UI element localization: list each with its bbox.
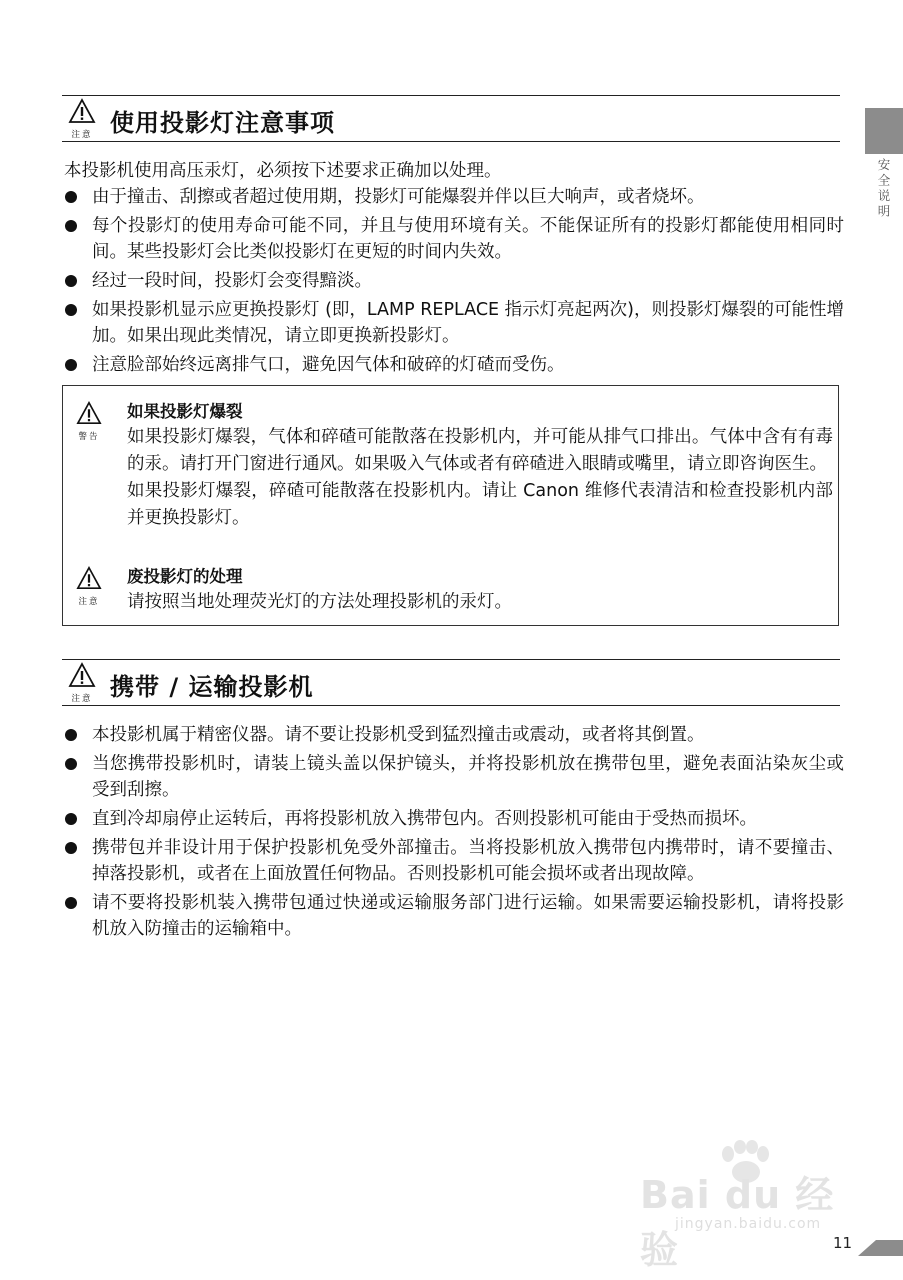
section1-title: 使用投影灯注意事项	[110, 109, 335, 137]
caution-body: 请按照当地处理荧光灯的方法处理投影机的汞灯。	[127, 592, 512, 612]
bullet-dot	[65, 359, 77, 371]
list-item-text: 经过一段时间，投影灯会变得黯淡。	[92, 271, 372, 291]
watermark-url: jingyan.baidu.com	[675, 1216, 822, 1232]
section2-heading	[64, 660, 313, 704]
warning-body	[127, 424, 833, 532]
list-item-text: 直到冷却扇停止运转后，再将投影机放入携带包内。否则投影机可能由于受热而损坏。	[92, 809, 757, 829]
side-tab-marker	[865, 108, 903, 154]
section2-bottom-rule	[62, 705, 840, 706]
warning-paragraph-1: 如果投影灯爆裂，气体和碎碴可能散落在投影机内，并可能从排气口排出。气体中含有有毒的汞。请打开门窗进行通风。如果吸入气体或者有碎碴进入眼睛或嘴里，请立即咨询医生。	[127, 427, 833, 474]
list-item	[64, 184, 844, 210]
list-item	[64, 835, 844, 887]
caution-icon	[64, 98, 100, 140]
list-item	[64, 806, 844, 832]
list-item-text: 本投影机属于精密仪器。请不要让投影机受到猛烈撞击或震动，或者将其倒置。	[92, 725, 705, 745]
list-item	[64, 213, 844, 265]
list-item	[64, 890, 844, 942]
list-item-text: 请不要将投影机装入携带包通过快递或运输服务部门进行运输。如果需要运输投影机，请将投影机放入防撞击的运输箱中。	[92, 893, 844, 939]
lamp-warning-box	[62, 385, 839, 626]
bullet-dot	[65, 842, 77, 854]
section1-bottom-rule	[62, 141, 840, 142]
list-item	[64, 751, 844, 803]
warning-paragraph-2: 如果投影灯爆裂，碎碴可能散落在投影机内。请让 Canon 维修代表清洁和检查投影机内部并更换投影灯。	[127, 481, 833, 528]
section1-heading	[64, 96, 335, 140]
list-item	[64, 268, 844, 294]
caution-title: 废投影灯的处理	[127, 567, 243, 586]
section2-title: 携带 / 运输投影机	[110, 673, 314, 701]
caution-icon	[64, 662, 100, 704]
bullet-dot	[65, 191, 77, 203]
list-item-text: 如果投影机显示应更换投影灯 (即，LAMP REPLACE 指示灯亮起两次)，则投影灯爆裂的可能性增加。如果出现此类情况，请立即更换新投影灯。	[92, 300, 844, 346]
side-label: 安全说明	[876, 158, 891, 220]
list-item-text: 由于撞击、刮擦或者超过使用期，投影灯可能爆裂并伴以巨大响声，或者烧坏。	[92, 187, 705, 207]
bullet-dot	[65, 897, 77, 909]
caution-icon-label: 注意	[78, 597, 100, 607]
list-item	[64, 722, 844, 748]
section1-bullet-list	[64, 184, 844, 381]
bullet-dot	[65, 275, 77, 287]
warning-title: 如果投影灯爆裂	[127, 402, 243, 421]
page-number: 11	[833, 1234, 853, 1252]
caution-icon-label: 注意	[71, 130, 93, 140]
caution-icon	[69, 565, 109, 609]
caution-icon-label: 注意	[71, 694, 93, 704]
list-item-text: 注意脸部始终远离排气口，避免因气体和破碎的灯碴而受伤。	[92, 355, 565, 375]
warning-icon-label: 警告	[78, 432, 100, 442]
section2-bullet-list	[64, 722, 844, 945]
bullet-dot	[65, 220, 77, 232]
warning-icon	[69, 400, 109, 444]
bullet-dot	[65, 813, 77, 825]
bullet-dot	[65, 304, 77, 316]
list-item-text: 每个投影灯的使用寿命可能不同，并且与使用环境有关。不能保证所有的投影灯都能使用相同时间。某些投影灯会比类似投影灯在更短的时间内失效。	[92, 216, 844, 262]
bullet-dot	[65, 729, 77, 741]
watermark-logo: Bai du 经验	[640, 1173, 835, 1272]
list-item-text: 携带包并非设计用于保护投影机免受外部撞击。当将投影机放入携带包内携带时，请不要撞击、掉落投影机，或者在上面放置任何物品。否则投影机可能会损坏或者出现故障。	[92, 838, 844, 884]
section1-intro: 本投影机使用高压汞灯，必须按下述要求正确加以处理。	[64, 161, 502, 181]
list-item	[64, 352, 844, 378]
page-corner-tab	[858, 1240, 903, 1256]
bullet-dot	[65, 758, 77, 770]
list-item	[64, 297, 844, 349]
list-item-text: 当您携带投影机时，请装上镜头盖以保护镜头，并将投影机放在携带包里，避免表面沾染灰尘或受到刮擦。	[92, 754, 844, 800]
